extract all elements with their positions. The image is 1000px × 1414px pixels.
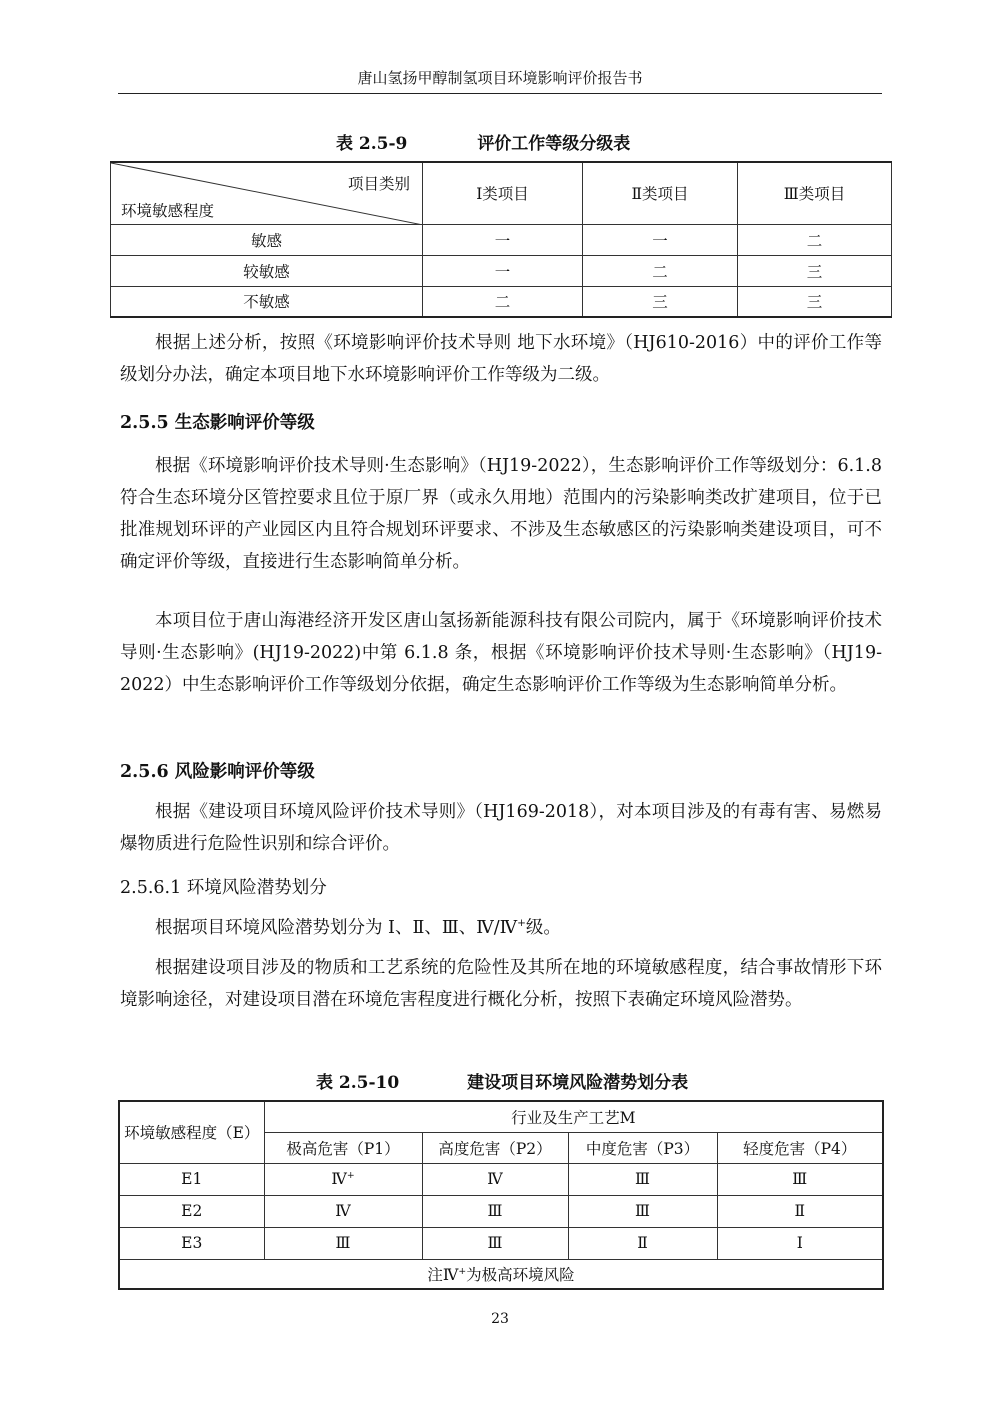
table1-col-header: Ⅱ类项目 xyxy=(583,162,738,224)
paragraph-text: 根据《建设项目环境风险评价技术导则》（HJ169-2018），对本项目涉及的有毒有害、易燃易爆物质进行危险性识别和综合评价。 xyxy=(120,802,882,854)
table1-row-label: 不敏感 xyxy=(111,286,423,317)
risk-potential-table xyxy=(118,1100,884,1290)
cell-value: Ⅲ xyxy=(335,1234,351,1252)
paragraph-ecology-2 xyxy=(120,605,882,701)
table2-cell: Ⅲ xyxy=(422,1227,568,1259)
table-row xyxy=(111,224,892,255)
running-header: 唐山氢扬甲醇制氢项目环境影响评价报告书 xyxy=(357,69,643,87)
table2-caption xyxy=(316,1072,688,1094)
table2-cell: Ⅳ xyxy=(422,1163,568,1195)
table1-cell: 一 xyxy=(423,255,583,286)
table2-group-header: 行业及生产工艺M xyxy=(264,1101,883,1132)
paragraph-ecology-1 xyxy=(120,450,882,578)
table1-cell: 二 xyxy=(583,255,738,286)
table1-cell: 一 xyxy=(423,224,583,255)
table2-col-header: 高度危害（P2） xyxy=(422,1132,568,1163)
table2-row-label: E1 xyxy=(119,1163,264,1195)
paragraph-groundwater xyxy=(120,327,882,391)
section-heading-2-5-5: 2.5.5 生态影响评价等级 xyxy=(120,413,315,433)
superscript-plus: + xyxy=(346,1169,355,1181)
risk-levels-suffix: 级。 xyxy=(525,918,561,938)
table2-cell: Ⅲ xyxy=(422,1195,568,1227)
paragraph-text: 根据《环境影响评价技术导则·生态影响》（HJ19-2022），生态影响评价工作等级划分：6.1.8 符合生态环境分区管控要求且位于原厂界（或永久用地）范围内的污染影响类改扩建项目，位于已批准规划环评的产业园区内且符合规划环评要求、不涉及生态敏感区的污染影响类建设项目，可不确定评价等级，直接进行生态影响简单分析。 xyxy=(120,456,882,572)
table2-cell xyxy=(264,1227,422,1259)
table1-caption xyxy=(336,133,630,155)
table2-cell: Ⅲ xyxy=(717,1163,883,1195)
note-text-suffix: 为极高环境风险 xyxy=(466,1265,575,1284)
table1-corner-bottom: 环境敏感程度 xyxy=(121,201,215,220)
superscript-plus: + xyxy=(458,1265,467,1277)
table-row xyxy=(119,1163,883,1195)
header-rule xyxy=(118,93,882,94)
paragraph-text xyxy=(120,912,882,944)
paragraph-text: 根据建设项目涉及的物质和工艺系统的危险性及其所在地的环境敏感程度，结合事故情形下环境影响途径，对建设项目潜在环境危害程度进行概化分析，按照下表确定环境风险潜势。 xyxy=(120,958,882,1010)
risk-levels-text: 根据项目环境风险潜势划分为 Ⅰ、Ⅱ、Ⅲ、Ⅳ/Ⅳ xyxy=(155,918,518,938)
table2-cell: Ⅲ xyxy=(568,1163,717,1195)
table1-corner-cell xyxy=(111,162,423,224)
section-heading-2-5-6-1: 2.5.6.1 环境风险潜势划分 xyxy=(120,878,327,898)
table-row xyxy=(111,286,892,317)
page-number: 23 xyxy=(491,1311,509,1327)
table2-cell: Ⅲ xyxy=(568,1195,717,1227)
table1-corner-top: 项目类别 xyxy=(347,175,410,193)
table1-caption-number: 表 2.5-9 xyxy=(336,134,408,154)
grade-table xyxy=(110,161,892,318)
table-row xyxy=(119,1227,883,1259)
table2-row-header: 环境敏感程度（E） xyxy=(119,1101,264,1163)
table1-row-label: 较敏感 xyxy=(111,255,423,286)
paragraph-risk-method xyxy=(120,952,882,1016)
paragraph-risk xyxy=(120,796,882,860)
table1-row-label: 敏感 xyxy=(111,224,423,255)
table2-col-header: 轻度危害（P4） xyxy=(717,1132,883,1163)
table1-cell: 三 xyxy=(738,286,892,317)
table1-caption-title: 评价工作等级分级表 xyxy=(477,134,631,154)
table2-cell xyxy=(264,1195,422,1227)
table1-col-header: Ⅰ类项目 xyxy=(423,162,583,224)
paragraph-text: 本项目位于唐山海港经济开发区唐山氢扬新能源科技有限公司院内，属于《环境影响评价技术导则·生态影响》(HJ19-2022)中第 6.1.8 条，根据《环境影响评价技术导则·生态影响》（HJ19-2022）中生态影响评价工作等级划分依据，确定生态影响评价工作等级为生态影响简单分析。 xyxy=(120,611,882,695)
superscript-plus: + xyxy=(517,917,526,930)
table2-col-header: 中度危害（P3） xyxy=(568,1132,717,1163)
table2-row-label: E3 xyxy=(119,1227,264,1259)
table2-cell: Ⅱ xyxy=(717,1195,883,1227)
table1-cell: 三 xyxy=(583,286,738,317)
table2-note xyxy=(119,1259,883,1289)
table2-caption-number: 表 2.5-10 xyxy=(316,1073,400,1093)
table-row xyxy=(111,255,892,286)
table2-cell: Ⅰ xyxy=(717,1227,883,1259)
table1-cell: 二 xyxy=(738,224,892,255)
table1-cell: 三 xyxy=(738,255,892,286)
section-heading-2-5-6: 2.5.6 风险影响评价等级 xyxy=(120,762,315,782)
table2-col-header: 极高危害（P1） xyxy=(264,1132,422,1163)
table2-cell xyxy=(264,1163,422,1195)
table1-col-header: Ⅲ类项目 xyxy=(738,162,892,224)
note-text: 注Ⅳ xyxy=(427,1265,459,1284)
cell-value: Ⅳ xyxy=(335,1202,351,1220)
paragraph-risk-levels xyxy=(120,912,882,944)
table-row xyxy=(119,1195,883,1227)
table1-cell: 二 xyxy=(423,286,583,317)
table1-cell: 一 xyxy=(583,224,738,255)
table2-cell: Ⅱ xyxy=(568,1227,717,1259)
paragraph-text: 根据上述分析，按照《环境影响评价技术导则 地下水环境》（HJ610-2016）中的评价工作等级划分办法，确定本项目地下水环境影响评价工作等级为二级。 xyxy=(120,333,882,385)
table2-caption-title: 建设项目环境风险潜势划分表 xyxy=(467,1073,689,1093)
table2-row-label: E2 xyxy=(119,1195,264,1227)
cell-value: Ⅳ xyxy=(331,1170,347,1188)
